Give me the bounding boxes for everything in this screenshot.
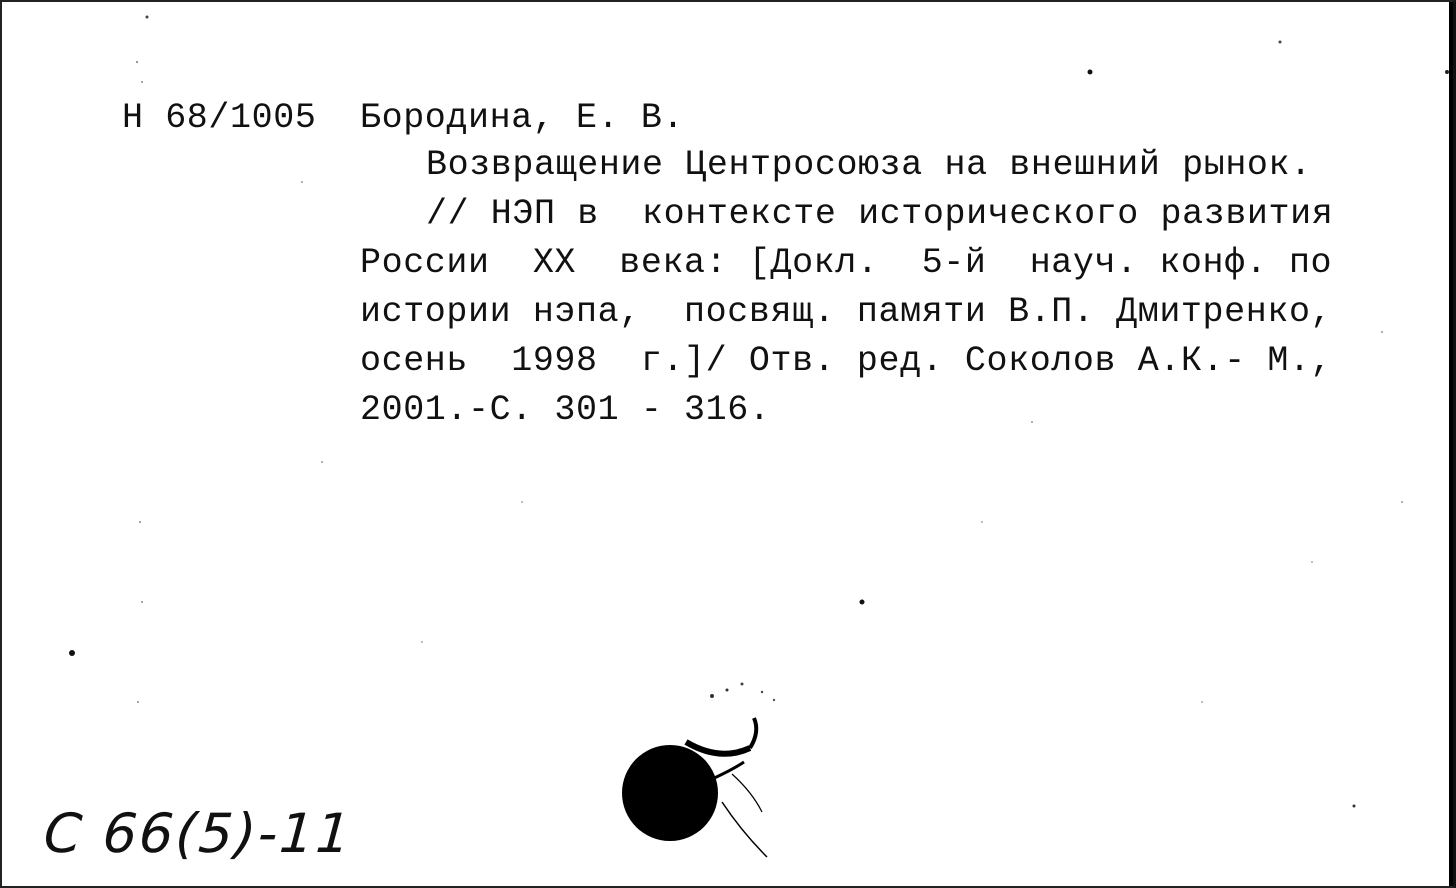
shelf-mark: Н 68/1005 (122, 98, 317, 138)
handwritten-classification: С 66(5)-11 (41, 802, 355, 865)
punch-hole (602, 652, 822, 872)
source-line-5: 2001.-С. 301 - 316. (360, 390, 771, 430)
card-edge (1449, 2, 1453, 888)
source-line-1: // НЭП в контексте исторического развития (426, 194, 1334, 234)
source-line-2: России XX века: [Докл. 5-й науч. конф. по (360, 243, 1333, 283)
author-name: Бородина, Е. В. (360, 98, 685, 138)
work-title: Возвращение Центросоюза на внешний рынок. (426, 145, 1312, 185)
source-line-3: истории нэпа, посвящ. памяти В.П. Дмитренко, (360, 292, 1333, 332)
source-line-4: осень 1998 г.]/ Отв. ред. Соколов А.К.- М., (360, 341, 1333, 381)
